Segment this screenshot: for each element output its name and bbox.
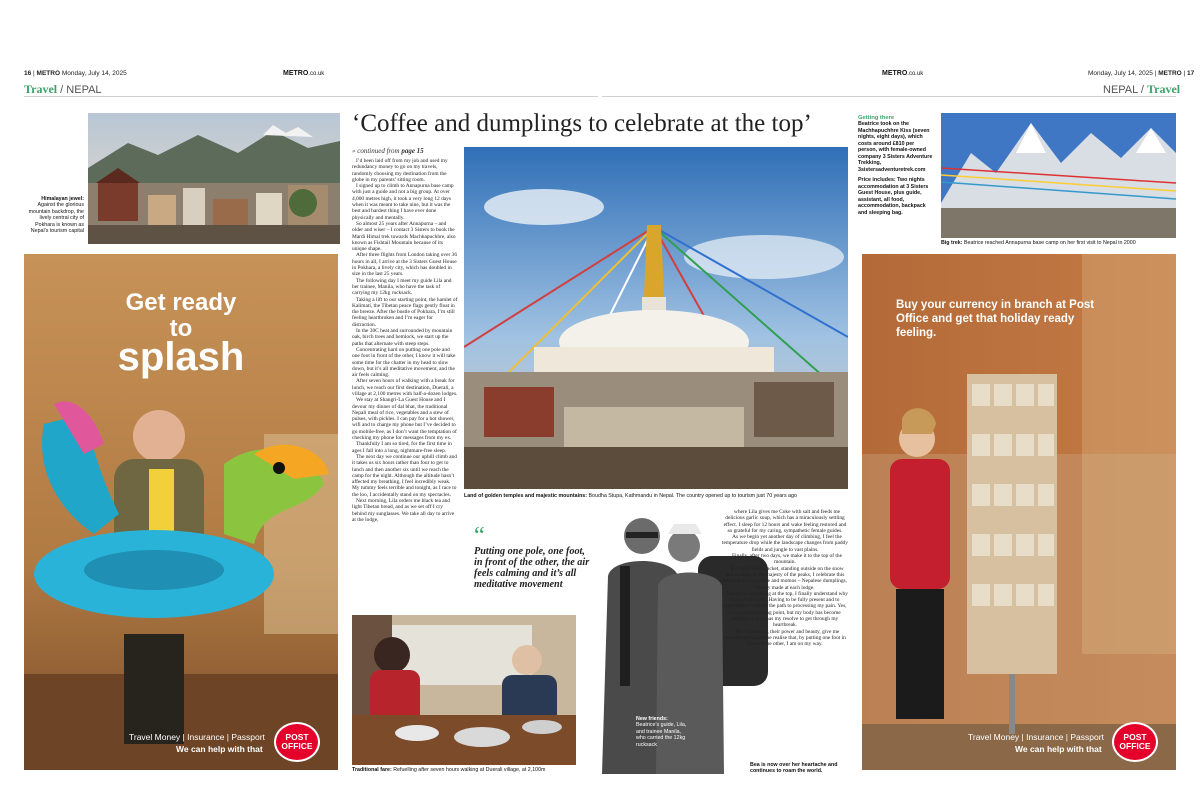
page-number-left: 16 <box>24 70 32 77</box>
section-sub-left: / NEPAL <box>60 84 102 96</box>
caption-stupa-text: Boudha Stupa, Kathmandu in Nepal. The country opened up to tourism just 70 years ago <box>588 493 797 499</box>
section-label-right <box>1103 82 1180 97</box>
masthead-right-brand: METRO <box>882 70 908 77</box>
paragraph: In the 30C heat and surrounded by mountain oak, birch trees and hemlock, we start up the paths that alternate with steep steps. <box>352 328 453 347</box>
ad-right-headline: Buy your currency in branch at Post Office and get that holiday ready feeling. <box>896 299 1095 339</box>
masthead-left-domain: .co.uk <box>308 71 325 77</box>
caption-friends-title: New friends: <box>636 716 668 722</box>
paragraph: The Himalayas, their power and beauty, give me strength and make me realise that, by putting one foot in front of the other, I am on my way. <box>724 628 846 648</box>
paragraph: The following day I meet my guide Lila and her trainee, Manila, who have the task of carrying my 12kg rucksack. <box>352 277 452 297</box>
section-sub-right: NEPAL / <box>1103 84 1144 96</box>
ad-right-logo-bottom: OFFICE <box>1119 741 1151 751</box>
paragraph: So almost 25 years after Annapurna – and older and wiser – I contact 3 Sisters to book the Mardi Himal trek towards Machhapuchhre, also known as Fishtail Mountain because of its unique shape. <box>352 220 456 253</box>
paragraph: The next day we continue our uphill climb and it takes us six hours rather than four to get to lunch and then another six until we reach the camp for the night. Although the altitude hasn’t affected my breathing, I feel incredibly weak. My tummy feels terrible and tonight, as I race to the loo, I accidentally stand on my spectacles. <box>352 453 457 498</box>
article-headline: ‘Coffee and dumplings to celebrate at the top’ <box>352 110 812 137</box>
article-column-1 <box>352 158 458 612</box>
getting-there-text: Beatrice took on the Machhapuchhre Kiss (seven nights, eight days), which costs around £810 per person, with female-owned company 3 Sisters Adventure Trekking, 3sistersadventuretrek.com <box>858 121 933 173</box>
paragraph: I’d been laid off from my job and used my redundancy money to go on my travels, randomly choosing my destination from the globe in my parents’ sitting room. <box>352 158 448 183</box>
paragraph: After seven hours of walking with a break for lunch, we reach our first destination, Duerali, a village at 2,100 metres with half-a-dozen lodges. <box>352 378 458 397</box>
ad-right-panel[interactable] <box>862 254 1176 770</box>
caption-stupa <box>464 493 848 499</box>
ad-right-footer-top: Travel Money | Insurance | Passport <box>968 732 1104 742</box>
folio-date-left: Monday, July 14, 2025 <box>61 70 127 77</box>
ad-left-line1: Get ready <box>125 289 237 316</box>
continued-from <box>352 147 424 155</box>
paragraph: After three flights from London taking over 36 hours in all, I arrive at the 3 Sisters Guest House in Pokhara, a lively city, which has doubled in size in the last 25 years. <box>352 252 458 278</box>
section-label-left <box>24 82 102 97</box>
top-rule-right <box>602 96 1176 97</box>
paragraph: Finally, after two days, we make it to the top of the mountain. <box>732 553 842 566</box>
pokhara-photo <box>88 113 340 244</box>
caption-basecamp <box>941 240 1181 246</box>
pull-quote-marks: “ <box>474 523 485 549</box>
caption-stupa-title: Land of golden temples and majestic mountains: <box>464 493 588 499</box>
paragraph: Taking in everything at the top, I finally understand why I am on this trek. Having to be fully present and to concentrate, I am on the path to processing my pain. Yes, I was near breaking point, but my body has become stronger and so has my resolve to get through my heartbreak. <box>723 590 848 629</box>
paragraph: Thankfully I am so tired, for the first time in ages I fall into a long, nightmare-free sleep. <box>352 441 452 454</box>
caption-food-title: Traditional fare: <box>352 767 392 773</box>
ad-left-logo-top: POST <box>285 732 309 742</box>
pull-quote: Putting one pole, one foot, in front of the other, the air feels calming and it’s all meditative movement <box>474 546 590 590</box>
folio-left: 16 | METRO Monday, July 14, 2025 <box>24 70 127 77</box>
ad-left-logo-bottom: OFFICE <box>281 741 313 751</box>
section-travel-left: Travel <box>24 82 58 96</box>
food-photo <box>352 615 576 765</box>
masthead-right-domain: .co.uk <box>907 71 924 77</box>
folio-brand-right: METRO <box>1158 70 1182 77</box>
ad-left-panel[interactable] <box>24 254 338 770</box>
continued-prefix: » continued from <box>352 147 400 155</box>
paragraph: As we begin yet another day of climbing, I feel the temperature drop while the landscape changes from paddy fields and jungle to vast plains. <box>722 534 848 553</box>
masthead-right <box>882 70 923 77</box>
caption-pokhara-text: Against the glorious mountain backdrop, the lively central city of Pokhara is known as Nepal’s tourism capital <box>28 202 84 235</box>
folio-brand-left: METRO <box>36 70 61 77</box>
caption-basecamp-title: Big trek: <box>941 240 963 246</box>
folio-right: Monday, July 14, 2025 | METRO | 17 <box>1088 70 1195 77</box>
caption-pokhara-title: Himalayan jewel: <box>41 196 84 202</box>
caption-basecamp-text: Beatrice reached Annapurna base camp on her first visit to Nepal in 2000 <box>963 240 1136 246</box>
paragraph: In a thick down jacket, standing outside on the snow and looking at the majesty of the peaks, I celebrate this moment with a coffee and momos – Nepalese dumplings, freshly made at each lodge. <box>722 565 847 591</box>
paragraph: We stay at Shangri-La Guest House and I devour my dinner of dal bhat, the traditional Nepali meal of rice, vegetables and a stew of pulses, with pickles. I can pay for a hot shower, wifi and to charge my phone but I’ve decided to go mobile-free, as I don’t want the temptation of checking my phone for messages from my ex. <box>352 397 457 442</box>
paragraph: I signed up to climb to Annapurna base camp with just a guide and not a big group. At over 4,000 metres high, it took a very long 12 days when it was meant to take nine, but it was the best and hardest thing I have ever done physically and mentally. <box>352 183 454 221</box>
top-rule-left <box>24 96 598 97</box>
ad-left-footer-bottom: We can help with that <box>176 744 263 754</box>
paragraph: where Lila gives me Coke with salt and feeds me delicious garlic soup, which has a miraculously settling effect. I sleep for 12 hours and wake feeling restored and so grateful for my caring, sympathetic female guides. <box>723 509 847 534</box>
getting-there-title: Getting there <box>858 115 895 121</box>
getting-there-price: Price includes: Two nights accommodation at 3 Sisters Guest House, plus guide, assistant, all food, accommodation, backpack and sleeping bag. <box>858 177 929 216</box>
ad-right-post-office-logo[interactable] <box>1112 722 1158 762</box>
page-number-right: 17 <box>1187 70 1195 77</box>
ad-right-footer-bottom: We can help with that <box>1015 744 1102 754</box>
basecamp-photo <box>941 113 1176 238</box>
ad-right-logo-top: POST <box>1123 732 1147 742</box>
caption-food <box>352 767 592 773</box>
ad-left-line3: splash <box>117 335 245 379</box>
section-travel-right: Travel <box>1147 82 1181 96</box>
paragraph: Next morning, Lila orders me black tea and light Tibetan bread, and as we set off I cry behind my sunglasses. We take all day to arrive at the lodge, <box>352 498 455 523</box>
caption-friends-text: Beatrice’s guide, Lila, and trainee Manila, who carried the 12kg rucksack <box>636 722 687 748</box>
article-column-2 <box>722 509 848 760</box>
paragraph: Concentrating hard on putting one pole and one foot in front of the other, I know it will take some time for the chatter in my head to slow down, but it’s all meditative movement, and the air feels calming. <box>352 346 456 379</box>
continued-page: page 15 <box>401 147 424 155</box>
caption-food-text: Refuelling after seven hours walking at Duerali village, at 2,100m <box>393 767 546 773</box>
ad-left-line2: to <box>169 315 193 342</box>
caption-pokhara <box>24 196 84 234</box>
paragraph: Taking a lift to our starting point, the hamlet of Kalimati, the Tibetan peace flags gently float in the breeze. After the bustle of Pokhara, I’m still feeling heartbroken and I’m eager for distraction. <box>352 296 458 328</box>
masthead-left <box>283 70 324 77</box>
ad-left-post-office-logo[interactable] <box>274 722 320 762</box>
stupa-photo <box>464 147 848 489</box>
folio-date-right: Monday, July 14, 2025 <box>1088 70 1153 77</box>
caption-heartache: Bea is now over her heartache and continues to roam the world. <box>750 762 838 775</box>
masthead-left-brand: METRO <box>283 70 309 77</box>
caption-friends <box>636 716 688 748</box>
getting-there-box <box>858 115 934 216</box>
ad-left-footer-top: Travel Money | Insurance | Passport <box>129 732 265 742</box>
